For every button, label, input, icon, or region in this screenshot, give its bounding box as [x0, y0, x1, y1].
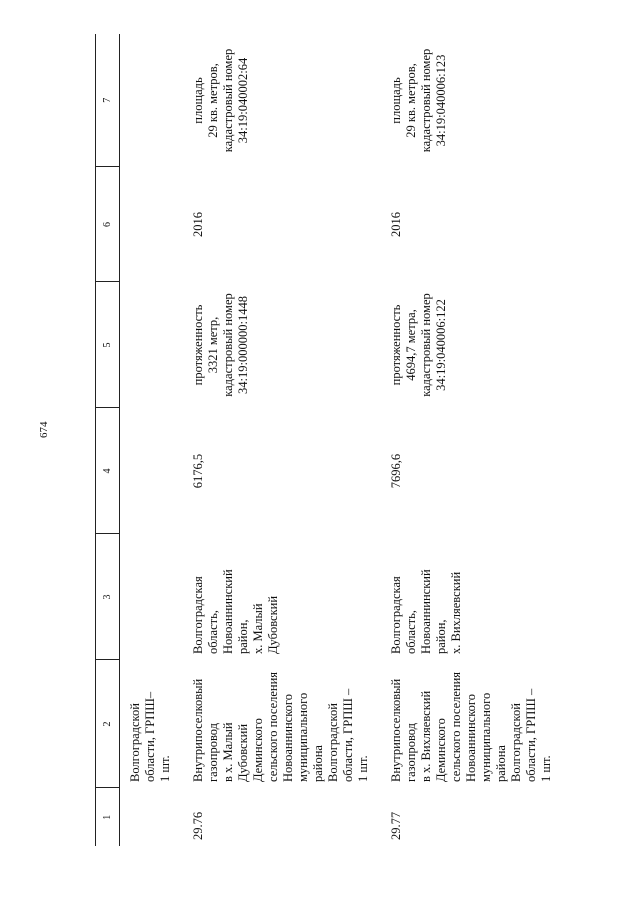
continuation-text: Волгоградской области, ГРПШ– 1 шт.: [128, 691, 172, 782]
table-row: [381, 34, 564, 846]
row-number: 29.77: [389, 811, 403, 840]
object-year: 2016: [191, 212, 205, 237]
registry-table-rotated: [95, 34, 553, 846]
page-number: 674: [38, 421, 50, 438]
object-name: Внутрипоселковый газопровод в х. Вихляевский Деминского сельского поселения Новоаннинского муниципального района Волгоградской области, ГРПШ – 1 шт.: [389, 671, 553, 782]
object-area: площадь 29 кв. метров, кадастровый номер 34:19:040006:123: [389, 48, 448, 153]
object-value: 7696,6: [389, 453, 403, 489]
object-area: площадь 29 кв. метров, кадастровый номер 34:19:040002:64: [191, 48, 250, 153]
table-row: [183, 34, 381, 846]
registry-table: [95, 34, 564, 846]
object-name: Внутрипоселковый газопровод в х. Малый Дубовский Деминского сельского поселения Новоаннинского муниципального района Волгоградской области, ГРПШ – 1 шт.: [191, 671, 370, 782]
object-length: протяженность 3321 метр, кадастровый номер 34:19:000000:1448: [191, 293, 250, 397]
header-col-6: 6: [96, 167, 120, 282]
header-col-3: 3: [96, 534, 120, 660]
object-length: протяженность 4694,7 метра, кадастровый номер 34:19:040006:122: [389, 293, 448, 397]
continuation-row: [120, 34, 184, 846]
header-col-7: 7: [96, 34, 120, 167]
table-header: [96, 34, 120, 846]
header-col-1: 1: [96, 788, 120, 846]
object-address: Волгоградская область, Новоаннинский район, х. Вихляевский: [389, 569, 463, 654]
header-col-5: 5: [96, 282, 120, 408]
object-year: 2016: [389, 212, 403, 237]
object-value: 6176,5: [191, 453, 205, 489]
header-col-4: 4: [96, 408, 120, 534]
header-col-2: 2: [96, 660, 120, 788]
row-number: 29.76: [191, 811, 205, 840]
object-address: Волгоградская область, Новоаннинский район, х. Малый Дубовский: [191, 569, 280, 654]
